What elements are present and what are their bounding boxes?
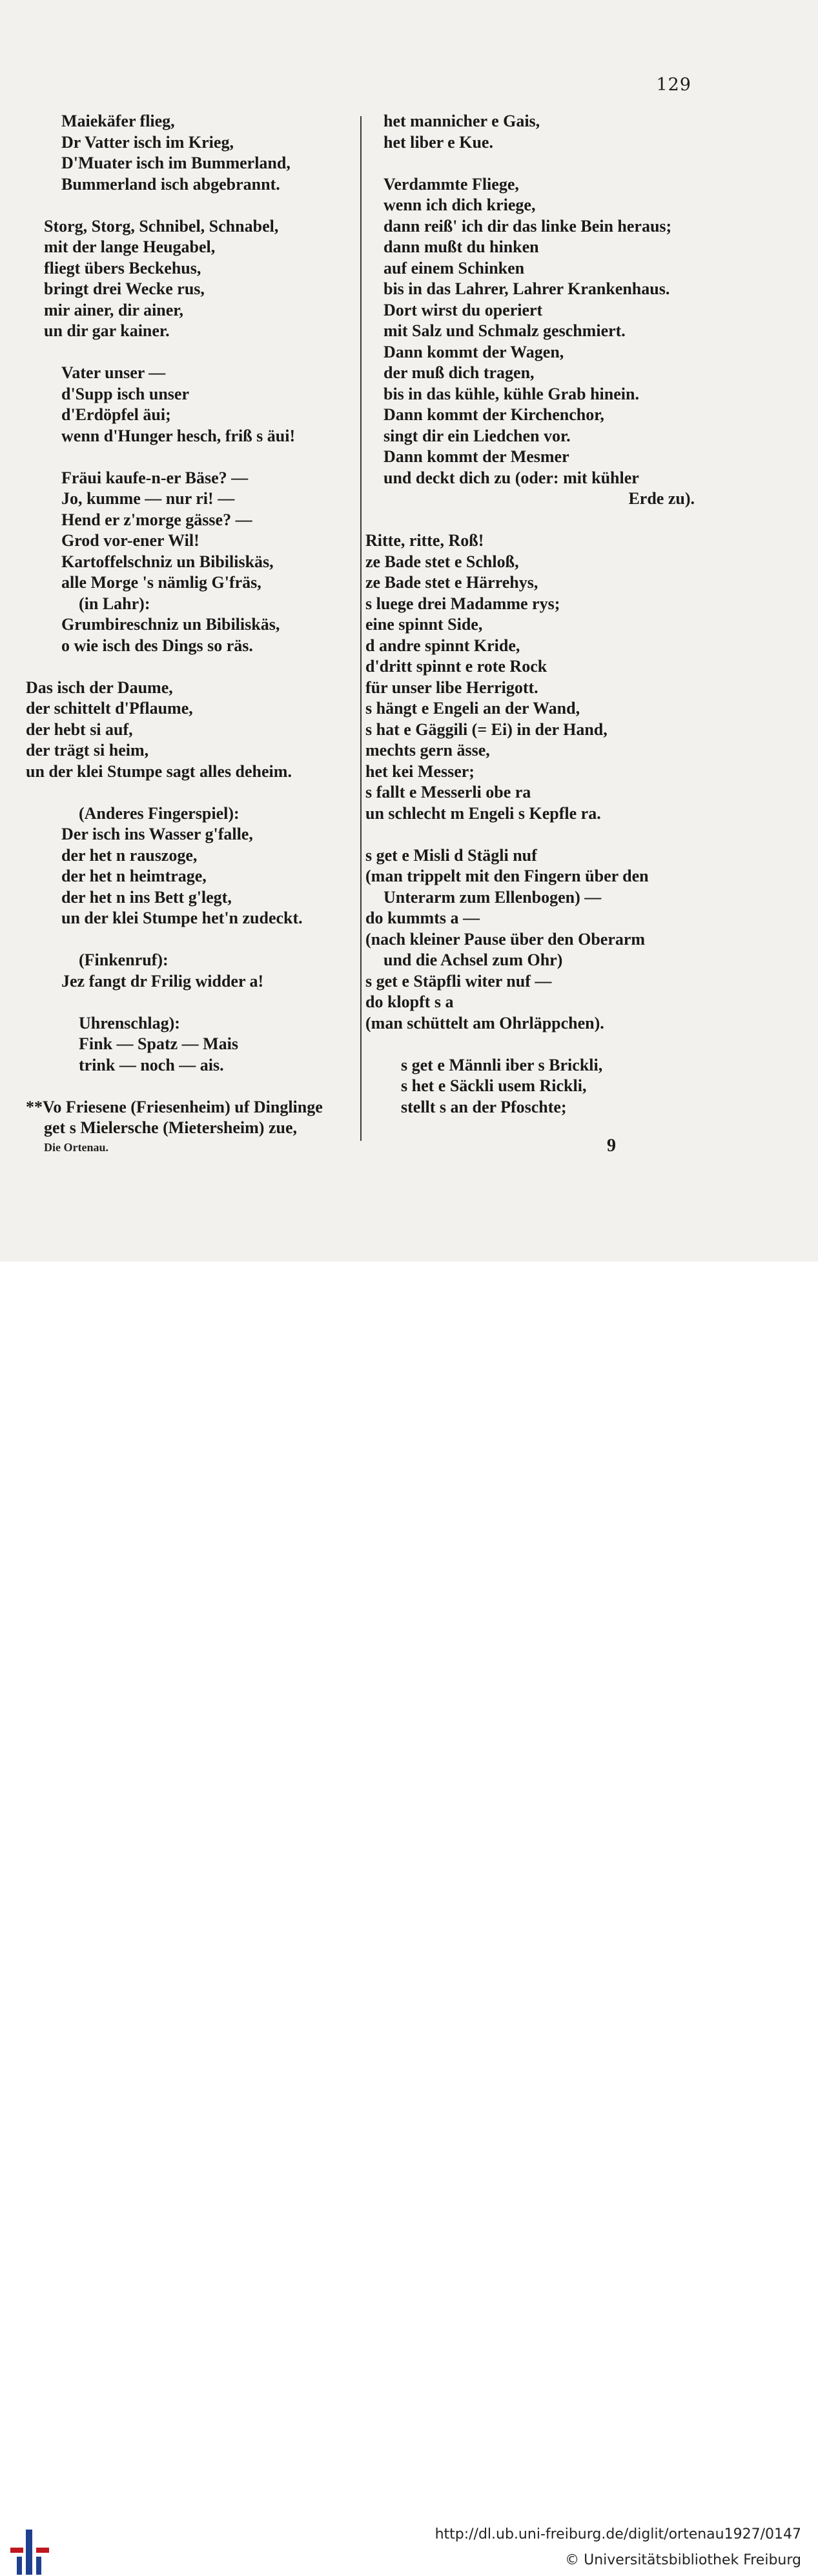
verse-line: der het n heimtrage, — [61, 867, 207, 885]
verse-line: alle Morge 's nämlig G'fräs, — [61, 573, 261, 592]
source-url-link[interactable]: http://dl.ub.uni-freiburg.de/diglit/ortenau1927/0147 — [435, 2526, 801, 2542]
stanza-gap — [26, 929, 356, 951]
verse-line: Maiekäfer flieg, — [61, 112, 175, 130]
verse-line: der schittelt d'Pflaume, — [26, 699, 193, 718]
verse-line: o wie isch des Dings so räs. — [61, 636, 253, 655]
verse-line: s get e Stäpfli witer nuf — — [365, 971, 552, 991]
verse-line: Uhrenschlag): — [79, 1013, 180, 1032]
verse-line: auf einem Schinken — [383, 258, 525, 277]
verse-line: bis in das kühle, kühle Grab hinein. — [383, 384, 639, 403]
verse-line: Dann kommt der Kirchenchor, — [383, 405, 604, 424]
verse-line: stellt s an der Pfoschte; — [401, 1097, 567, 1116]
verse-line: d'Supp isch unser — [61, 384, 189, 403]
verse-line: der het n ins Bett g'legt, — [61, 887, 232, 907]
verse-line: Storg, Storg, Schnibel, Schnabel, — [44, 216, 279, 236]
verse-line: **Vo Friesene (Friesenheim) uf Dinglinge — [26, 1097, 323, 1116]
verse-line: (Anderes Fingerspiel): — [79, 803, 240, 823]
verse-line: und deckt dich zu (oder: mit kühler — [383, 468, 639, 487]
left-column — [26, 111, 356, 1139]
verse-line: Jez fangt dr Frilig widder a! — [61, 971, 264, 991]
verse-line: (in Lahr): — [79, 594, 150, 613]
verse-line: dann mußt du hinken — [383, 237, 539, 256]
stanza-gap — [26, 656, 356, 678]
verse-line: der hebt si auf, — [26, 719, 133, 739]
column-divider — [360, 116, 362, 1141]
verse-line: mit der lange Heugabel, — [44, 237, 216, 256]
stanza-gap — [365, 824, 701, 845]
verse-line: s het e Säckli usem Rickli, — [401, 1076, 587, 1095]
verse-line: bis in das Lahrer, Lahrer Krankenhaus. — [383, 279, 670, 298]
verse-line: Ritte, ritte, Roß! — [365, 531, 484, 550]
library-logo-icon — [8, 2528, 53, 2576]
verse-line: wenn d'Hunger hesch, friß s äui! — [61, 426, 296, 445]
verse-line: Grumbireschniz un Bibiliskäs, — [61, 615, 280, 634]
verse-line: s hängt e Engeli an der Wand, — [365, 699, 580, 718]
signature-line: Die Ortenau. — [44, 1141, 108, 1154]
verse-line: Jo, kumme — nur ri! — — [61, 489, 235, 508]
verse-line: der muß dich tragen, — [383, 363, 535, 382]
verse-line: (Finkenruf): — [79, 951, 169, 969]
verse-line: D'Muater isch im Bummerland, — [61, 154, 291, 172]
verse-line: dann reiß' ich dir das linke Bein heraus; — [383, 216, 672, 236]
stanza-gap — [26, 992, 356, 1013]
verse-line: get s Mielersche (Mietersheim) zue, — [44, 1118, 297, 1137]
verse-line: un der klei Stumpe het'n zudeckt. — [61, 909, 303, 927]
right-column — [365, 111, 701, 1118]
stanza-gap — [365, 510, 701, 531]
verse-line: d andre spinnt Kride, — [365, 636, 520, 655]
verse-line: Fink — Spatz — Mais — [79, 1034, 239, 1053]
verse-line: do klopft s a — [365, 992, 454, 1011]
verse-line: (man trippelt mit den Fingern über den — [365, 867, 649, 885]
verse-line: Das isch der Daume, — [26, 678, 173, 697]
copyright-text: © Universitätsbibliothek Freiburg — [565, 2552, 801, 2568]
page-number: 129 — [656, 75, 691, 95]
stanza-gap — [26, 195, 356, 216]
stanza-gap — [26, 447, 356, 468]
verse-line: für unser libe Herrigott. — [365, 678, 538, 697]
stanza-gap — [26, 782, 356, 803]
verse-line: wenn ich dich kriege, — [383, 196, 536, 214]
sheet-number: 9 — [607, 1136, 616, 1156]
verse-line: eine spinnt Side, — [365, 615, 483, 634]
verse-line: Der isch ins Wasser g'falle, — [61, 825, 253, 843]
verse-line: s hat e Gäggili (= Ei) in der Hand, — [365, 719, 608, 739]
verse-line: het liber e Kue. — [383, 132, 493, 152]
verse-line: s luege drei Madamme rys; — [365, 594, 560, 613]
verse-line: Dr Vatter isch im Krieg, — [61, 132, 234, 152]
stanza-gap — [365, 1034, 701, 1055]
verse-line: Grod vor-ener Wil! — [61, 531, 199, 550]
verse-line: Bummerland isch abgebrannt. — [61, 174, 280, 194]
verse-line: Erde zu). — [628, 489, 695, 508]
verse-line: Dort wirst du operiert — [383, 300, 543, 319]
verse-line: un dir gar kainer. — [44, 321, 170, 340]
verse-line: der het n rauszoge, — [61, 845, 198, 865]
verse-line: un schlecht m Engeli s Kepfle ra. — [365, 803, 601, 823]
verse-line: mechts gern ässe, — [365, 741, 490, 760]
verse-line: mit Salz und Schmalz geschmiert. — [383, 321, 626, 340]
stanza-gap — [26, 1076, 356, 1097]
verse-line: s get e Männli iber s Brickli, — [401, 1055, 603, 1074]
verse-line: bringt drei Wecke rus, — [44, 279, 205, 298]
verse-line: Verdammte Fliege, — [383, 174, 519, 194]
verse-line: mir ainer, dir ainer, — [44, 300, 183, 319]
verse-line: und die Achsel zum Ohr) — [383, 951, 563, 969]
stanza-gap — [365, 153, 701, 174]
verse-line: s fallt e Messerli obe ra — [365, 783, 531, 801]
verse-line: Fräui kaufe-n-er Bäse? — — [61, 468, 249, 487]
verse-line: Dann kommt der Wagen, — [383, 342, 564, 361]
verse-line: ze Bade stet e Härrehys, — [365, 573, 538, 592]
verse-line: Dann kommt der Mesmer — [383, 447, 569, 466]
verse-line: un der klei Stumpe sagt alles deheim. — [26, 761, 292, 781]
verse-line: d'Erdöpfel äui; — [61, 405, 171, 424]
verse-line: (nach kleiner Pause über den Oberarm — [365, 929, 646, 949]
verse-line: ze Bade stet e Schloß, — [365, 552, 519, 571]
verse-line: fliegt übers Beckehus, — [44, 258, 201, 277]
verse-line: (man schüttelt am Ohrläppchen). — [365, 1013, 604, 1032]
verse-line: het mannicher e Gais, — [383, 112, 540, 130]
verse-line: s get e Misli d Stägli nuf — [365, 845, 537, 865]
verse-line: Unterarm zum Ellenbogen) — — [383, 887, 602, 907]
verse-line: do kummts a — — [365, 909, 480, 927]
verse-line: singt dir ein Liedchen vor. — [383, 426, 571, 445]
verse-line: Vater unser — — [61, 363, 166, 382]
credit-bar — [0, 1262, 818, 2568]
verse-line: Kartoffelschniz un Bibiliskäs, — [61, 552, 274, 571]
scanned-page — [0, 0, 818, 1262]
stanza-gap — [26, 342, 356, 363]
verse-line: d'dritt spinnt e rote Rock — [365, 657, 547, 676]
verse-line: het kei Messer; — [365, 761, 475, 781]
verse-line: der trägt si heim, — [26, 741, 149, 760]
verse-line: trink — noch — ais. — [79, 1055, 224, 1074]
verse-line: Hend er z'morge gässe? — — [61, 510, 252, 529]
